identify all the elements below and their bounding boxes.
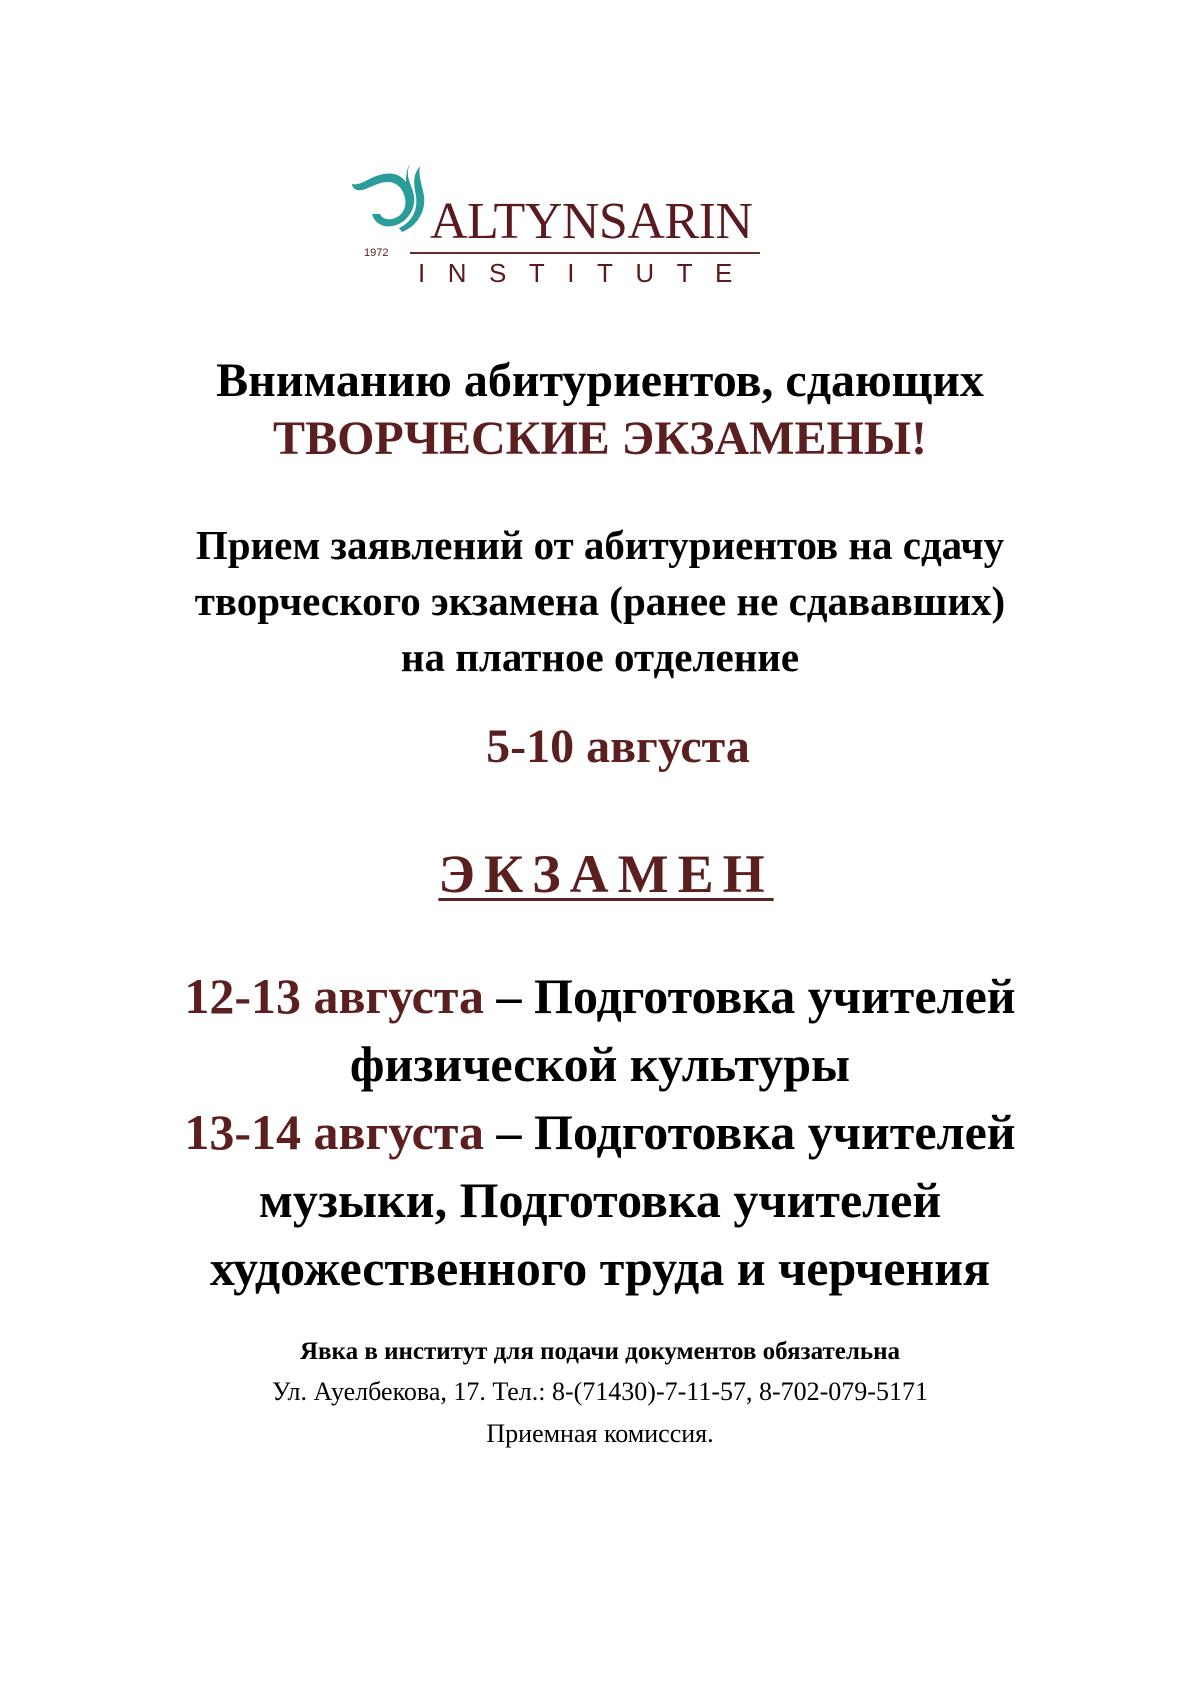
- contact-address: Ул. Ауелбекова, 17. Тел.: 8-(71430)-7-11-57, 8-702-079-5171: [272, 1377, 928, 1406]
- creative-exams-heading: ТВОРЧЕСКИЕ ЭКЗАМЕНЫ!: [273, 412, 927, 465]
- attendance-notice: Явка в институт для подачи документов обязательна: [300, 1338, 900, 1365]
- schedule-item-1-date: 12-13 августа: [184, 968, 485, 1024]
- admissions-office: Приемная комиссия.: [486, 1419, 714, 1448]
- exam-title: ЭКЗАМЕН: [438, 844, 774, 904]
- logo-wordmark: ALTYNSARIN: [430, 193, 753, 250]
- schedule-item-1-text: – Подготовка учителей: [484, 968, 1016, 1024]
- schedule-item-2-date: 13-14 августа: [184, 1104, 485, 1160]
- attention-heading: Вниманию абитуриентов, сдающих: [216, 354, 984, 407]
- altynsarin-logo-mark-icon: [352, 162, 434, 244]
- schedule-item-2-text: – Подготовка учителей: [484, 1104, 1016, 1160]
- intake-dates: 5-10 августа: [486, 720, 750, 773]
- schedule-item-2-line-1: [0, 1098, 1200, 1166]
- schedule-item-1-line-1: [0, 962, 1200, 1030]
- intake-notice: [0, 517, 1200, 685]
- schedule-item-1-line-2: физической культуры: [349, 1036, 851, 1092]
- institute-logo: [352, 160, 772, 288]
- intake-line-2: творческого экзамена (ранее не сдававших): [194, 578, 1006, 624]
- exam-schedule: [0, 962, 1200, 1302]
- schedule-item-2-line-2: музыки, Подготовка учителей: [258, 1172, 942, 1228]
- schedule-item-2-line-3: художественного труда и черчения: [209, 1240, 991, 1296]
- intake-line-1: Прием заявлений от абитуриентов на сдачу: [195, 522, 1005, 568]
- logo-subtitle: INSTITUTE: [418, 258, 755, 288]
- logo-year: 1972: [364, 247, 389, 259]
- logo-divider: [410, 252, 760, 254]
- intake-line-3: на платное отделение: [400, 634, 800, 680]
